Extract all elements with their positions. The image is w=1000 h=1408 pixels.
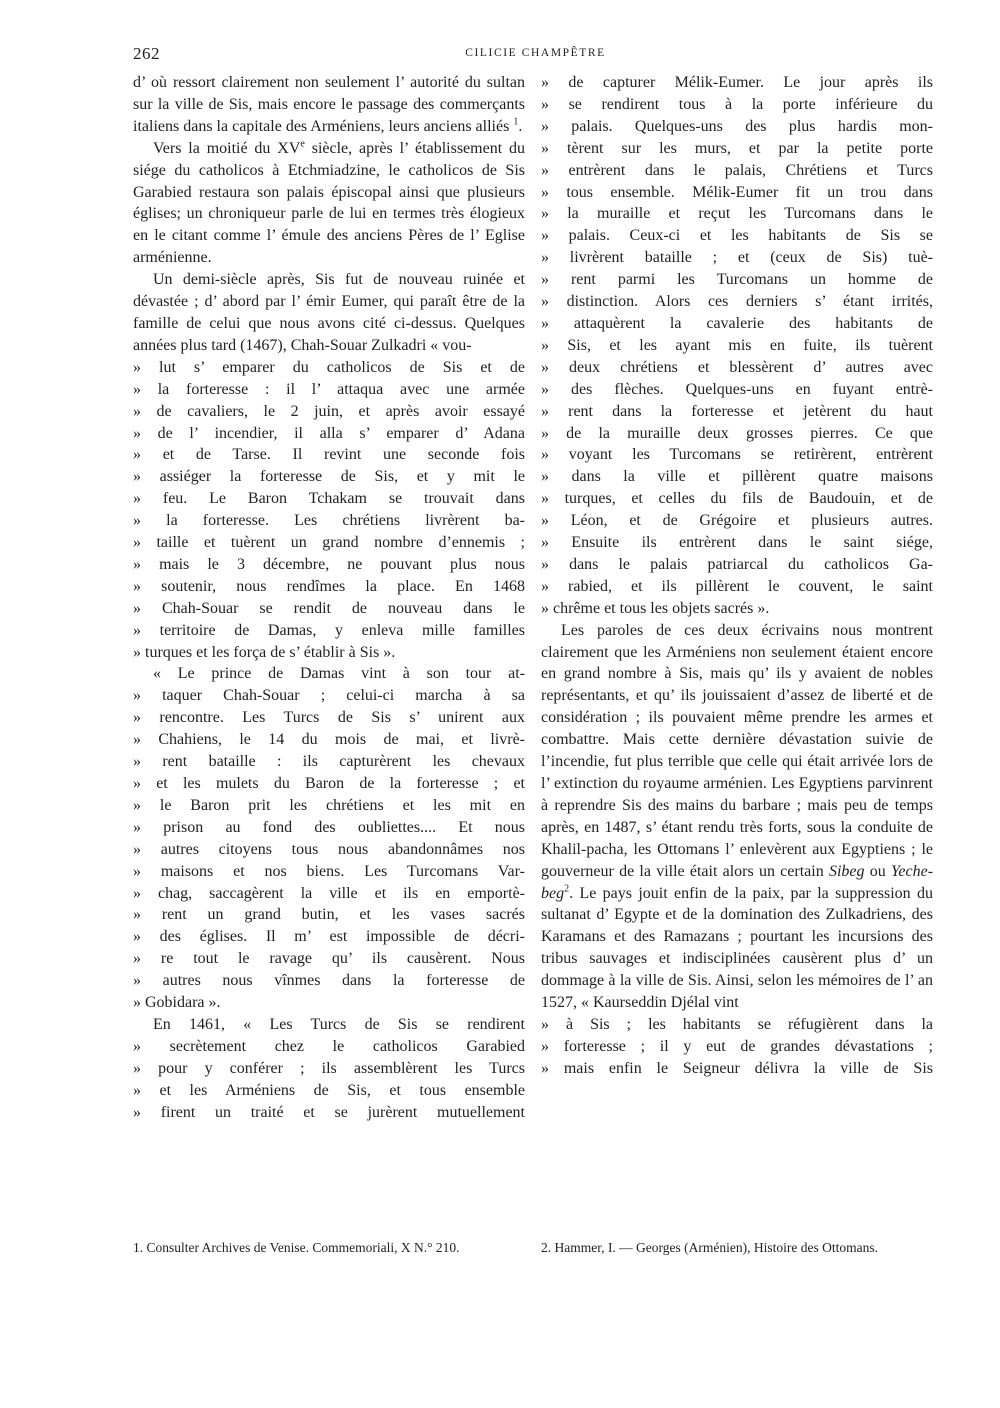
quotation-line: » et de Tarse. Il revint une seconde fois [133, 446, 525, 464]
quotation-line: » voyant les Turcomans se retirèrent, entrèrent [541, 446, 933, 464]
quotation-line: » tous ensemble. Mélik-Eumer fit un trou dans [541, 183, 933, 201]
quotation-line: » distinction. Alors ces derniers s’ étant irrités, [541, 293, 933, 311]
quotation-line: » lut s’ emparer du catholicos de Sis et de [133, 358, 525, 376]
quotation-line: » à Sis ; les habitants se réfugièrent dans la [541, 1015, 933, 1033]
quotation-line: » prison au fond des oubliettes.... Et nous [133, 818, 525, 836]
paragraph: d’ où ressort clairement non seulement l’ autorité du sultan sur la ville de Sis, mais encore le passage des commerçants italiens dans la capitale des Arméniens, leurs anciens alliés $^1$. [133, 74, 525, 135]
quotation-line: » la forteresse : il l’ attaqua avec une armée [133, 380, 525, 398]
quotation-line: » deux chrétiens et blessèrent d’ autres avec [541, 358, 933, 376]
quotation-line: » firent un traité et se jurèrent mutuellement [133, 1103, 525, 1121]
quotation-line: » se rendirent tous à la porte inférieure du [541, 95, 933, 113]
page-header [133, 44, 938, 70]
quotation-line: » rent parmi les Turcomans un homme de [541, 271, 933, 289]
quotation-line: » territoire de Damas, y enleva mille familles [133, 621, 525, 639]
quotation-line: » des églises. Il m’ est impossible de décri- [133, 928, 525, 946]
quotation-line: » la muraille et reçut les Turcomans dans le [541, 205, 933, 223]
quotation-line: » turques et les força de s’ établir à Sis ». [133, 643, 396, 661]
quotation-line: » chrême et tous les objets sacrés ». [541, 599, 770, 617]
right-column [541, 72, 933, 1080]
quotation-line: » Chah-Souar se rendit de nouveau dans le [133, 599, 525, 617]
quotation-line: » Ensuite ils entrèrent dans le saint siége, [541, 534, 933, 552]
quotation-line: » mais enfin le Seigneur délivra la ville de Sis [541, 1059, 933, 1077]
quotation-line: » attaquèrent la cavalerie des habitants de [541, 314, 933, 332]
quotation-line: » palais. Ceux-ci et les habitants de Sis se [541, 227, 933, 245]
quotation-line: » taquer Chah-Souar ; celui-ci marcha à sa [133, 687, 525, 705]
quotation-line: » de capturer Mélik-Eumer. Le jour après ils [541, 74, 933, 91]
quotation-line: » rent dans la forteresse et jetèrent du haut [541, 402, 933, 420]
quotation-block [541, 1014, 933, 1080]
left-column [133, 72, 525, 1124]
quotation-line: » Léon, et de Grégoire et plusieurs autres. [541, 512, 933, 530]
quotation-line: » assiéger la forteresse de Sis, et y mit le [133, 468, 525, 486]
quotation-line: » des flèches. Quelques-uns en fuyant entrè- [541, 380, 933, 398]
quotation-line: » soutenir, nous rendîmes la place. En 1468 [133, 577, 525, 595]
quotation-line: » feu. Le Baron Tchakam se trouvait dans [133, 490, 525, 508]
quotation-line: » maisons et nos biens. Les Turcomans Var- [133, 862, 525, 880]
quotation-line: » livrèrent bataille ; et (ceux de Sis) tuè- [541, 249, 933, 267]
footnote-ref: 1 [513, 116, 519, 128]
quotation-line: » palais. Quelques-uns des plus hardis mon- [541, 117, 933, 135]
quotation-line: » dans le palais patriarcal du catholicos Ga- [541, 555, 933, 573]
quotation-line: » forteresse ; il y eut de grandes dévastations ; [541, 1037, 933, 1055]
quotation-line: » secrètement chez le catholicos Garabied [133, 1037, 525, 1055]
quotation-line: » rencontre. Les Turcs de Sis s’ unirent aux [133, 709, 525, 727]
quotation-line: » turques, et celles du fils de Baudouin, et de [541, 490, 933, 508]
quotation-line: » de la muraille deux grosses pierres. Ce que [541, 424, 933, 442]
quotation-line: » le Baron prit les chrétiens et les mit en [133, 796, 525, 814]
quotation-line: » rent un grand butin, et les vases sacrés [133, 906, 525, 924]
footnote-1: 1. Consulter Archives de Venise. Commemoriali, X N.° 210. [133, 1240, 460, 1255]
quotation-line: » Sis, et les ayant mis en fuite, ils tuèrent [541, 336, 933, 354]
quotation-line: » la forteresse. Les chrétiens livrèrent ba- [133, 512, 525, 530]
quotation-line: » re tout le ravage qu’ ils causèrent. Nous [133, 950, 525, 968]
quotation-line: » tèrent sur les murs, et par la petite porte [541, 139, 933, 157]
quotation-line: » entrèrent dans le palais, Chrétiens et Turcs [541, 161, 933, 179]
quotation-line: » Gobidara ». [133, 994, 221, 1012]
quotation-line: » chag, saccagèrent la ville et ils en emportè- [133, 884, 525, 902]
quotation-line: » autres citoyens tous nous abandonnâmes nos [133, 840, 525, 858]
quotation-line: » mais le 3 décembre, ne pouvant plus nous [133, 555, 525, 573]
quotation-line: » rent bataille : ils capturèrent les chevaux [133, 753, 525, 771]
running-title: CILICIE CHAMPÊTRE [465, 47, 606, 59]
quotation-first-line: « Le prince de Damas vint à son tour at- [153, 665, 525, 683]
footnote-ref: 2 [564, 883, 570, 895]
quotation-block [133, 685, 525, 1014]
quotation-block [133, 357, 525, 664]
quotation-block [133, 1036, 525, 1124]
paragraph: Les paroles de ces deux écrivains nous montrent clairement que les Arméniens non seulement étaient encore en grand nombre à Sis, mais qu’ ils y avaient de nobles représentants, et qu’ ils jouissaient d’assez de liberté et de considération ; ils pouvaient même prendre les armes et combattre. Mais cette dernière dévastation suivie de l’incendie, fut plus terrible que celle qui était arrivée lors de l’ extinction du royaume arménien. Les Egyptiens parvinrent à reprendre Sis des mains du barbare ; mais peu de temps après, en 1487, s’ étant rendu très forts, sous la conduite de Khalil-pacha, les Ottomans l’ enlevèrent aux Egyptiens ; le gouverneur de la ville était alors un certain Sibeg ou Yeche-beg$^2$. Le pays jouit enfin de la paix, par la suppression du sultanat d’ Egypte et de la domination des Zulkadriens, des Karamans et des Ramazans ; pourtant les incursions des tribus sauvages et indisciplinées causèrent plus d’ un dommage à la ville de Sis. Ainsi, selon les mémoires de l’ an 1527, « Kaurseddin Djélal vint [541, 621, 934, 1012]
quotation-line: » Chahiens, le 14 du mois de mai, et livrè- [133, 731, 525, 749]
quotation-line: » et les mulets du Baron de la forteresse ; et [133, 775, 525, 792]
footnote-2: 2. Hammer, I. — Georges (Arménien), Histoire des Ottomans. [541, 1240, 879, 1255]
page-number: 262 [133, 44, 160, 63]
quotation-line: » et les Arméniens de Sis, et tous ensemble [133, 1081, 525, 1099]
quotation-line: » taille et tuèrent un grand nombre d’ennemis ; [133, 534, 525, 552]
paragraph: Un demi-siècle après, Sis fut de nouveau ruinée et dévastée ; d’ abord par l’ émir Eumer, qui paraît être de la famille de celui que nous avons cité ci-dessus. Quelques années plus tard (1467), Chah-Souar Zulkadri « vou- [133, 271, 525, 354]
quotation-line: » dans la ville et pillèrent quatre maisons [541, 468, 933, 486]
quotation-line: » pour y conférer ; ils assemblèrent les Turcs [133, 1059, 525, 1077]
paragraph: Vers la moitié du XVe siècle, après l’ établissement du siége du catholicos à Etchmiadzine, le catholicos de Sis Garabied restaura son palais épiscopal ainsi que plusieurs églises; un chroniqueur parle de lui en termes très élogieux en le citant comme l’ émule des anciens Pères de l’ Eglise arménienne. [133, 138, 525, 267]
quotation-block [541, 72, 933, 620]
quotation-line: » de cavaliers, le 2 juin, et après avoir essayé [133, 402, 525, 420]
quotation-line: » autres nous vînmes dans la forteresse de [133, 972, 525, 990]
quotation-line: » rabied, et ils pillèrent le couvent, le saint [541, 577, 933, 595]
quotation-first-line: En 1461, « Les Turcs de Sis se rendirent [153, 1015, 525, 1033]
quotation-line: » de l’ incendier, il alla s’ emparer d’ Adana [133, 424, 525, 442]
